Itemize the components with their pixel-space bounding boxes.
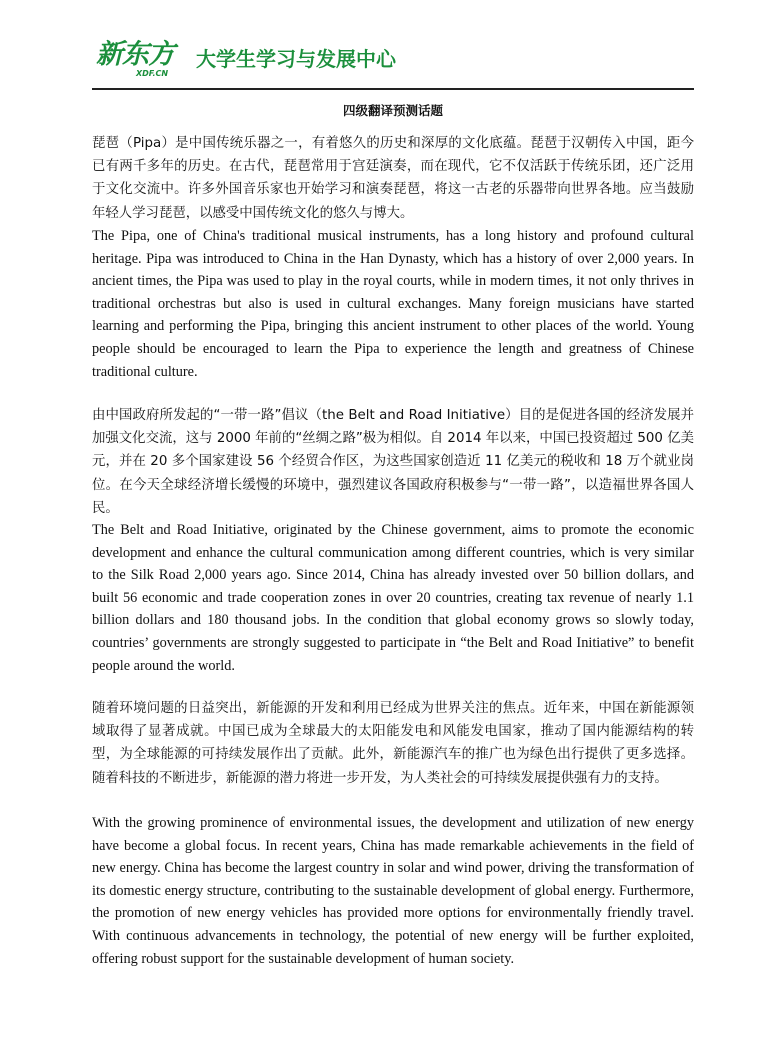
english-paragraph-belt-and-road: The Belt and Road Initiative, originated by the Chinese government, aims to promote the economic development and enhance the cultural communication among different countries, which is very similar to the Silk Road 2,000 years ago. Since 2014, China has already invested over 50 billion dollars, and built 56 economic and trade cooperation zones in over 20 countries, creating tax revenue of nearly 1.1 billion dollars and 180 thousand jobs. In the condition that global economy grows so slowly today, countries’ governments are strongly suggested to participate in “the Belt and Road Initiative” to benefit people around the world. [92,522,694,674]
english-paragraph-pipa: The Pipa, one of China's traditional musical instruments, has a long history and profound cultural heritage. Pipa was introduced to China in the Han Dynasty, which has a history of over 2,000 years. In ancient times, the Pipa was used to play in the royal courts, while in modern times, it not only thrives in traditional orchestras but also is used in cultural exchanges. Many foreign musicians have started learning and performing the Pipa, bringing this ancient instrument to other places of the world. Young people should be encouraged to learn the Pipa to experience the length and greatness of Chinese traditional culture. [92,228,694,380]
xdf-logo [96,40,186,80]
english-paragraph-new-energy: With the growing prominence of environmental issues, the development and utilization of new energy have become a global focus. In recent years, China has made remarkable achievements in the field of new energy. China has become the largest country in solar and wind power, driving the transformation of its domestic energy structure, contributing to the sustainable development of global energy. Furthermore, the promotion of new energy vehicles has provided more options for environmentally friendly travel. With continuous advancements in technology, the potential of new energy will be further exploited, offering robust support for the sustainable development of human society. [92,815,694,967]
center-name: 大学生学习与发展中心 [196,47,396,71]
chinese-paragraph-pipa: 琵琶（Pipa）是中国传统乐器之一，有着悠久的历史和深厚的文化底蕴。琵琶于汉朝传入中国，距今已有两千多年的历史。在古代，琵琶常用于宫廷演奏，而在现代，它不仅活跃于传统乐团，还广泛用于文化交流中。许多外国音乐家也开始学习和演奏琵琶，将这一古老的乐器带向世界各地。应当鼓励年轻人学习琵琶，以感受中国传统文化的悠久与博大。 [92,136,694,221]
document-title: 四级翻译预测话题 [342,103,443,118]
logo-text: 新东方 [96,39,174,70]
chinese-paragraph-belt-and-road: 由中国政府所发起的“一带一路”倡议（the Belt and Road Initiative）目的是促进各国的经济发展并加强文化交流，这与 2000 年前的“丝绸之路”极为相似。自 2014 年以来，中国已投资超过 500 亿美元，并在 20 多个国家建设 56 个经贸合作区，为这些国家创造近 11 亿美元的税收和 18 万个就业岗位。在今天全球经济增长缓慢的环境中，强烈建议各国政府积极参与“一带一路”，以造福世界各国人民。 [92,408,694,516]
chinese-paragraph-new-energy: 随着环境问题的日益突出，新能源的开发和利用已经成为世界关注的焦点。近年来，中国在新能源领域取得了显著成就。中国已成为全球最大的太阳能发电和风能发电国家，推动了国内能源结构的转型，为全球能源的可持续发展作出了贡献。此外，新能源汽车的推广也为绿色出行提供了更多选择。随着科技的不断进步，新能源的潜力将进一步开发，为人类社会的可持续发展提供强有力的支持。 [92,701,694,786]
page-header [92,36,694,90]
logo-subtext: XDF.CN [136,69,169,78]
